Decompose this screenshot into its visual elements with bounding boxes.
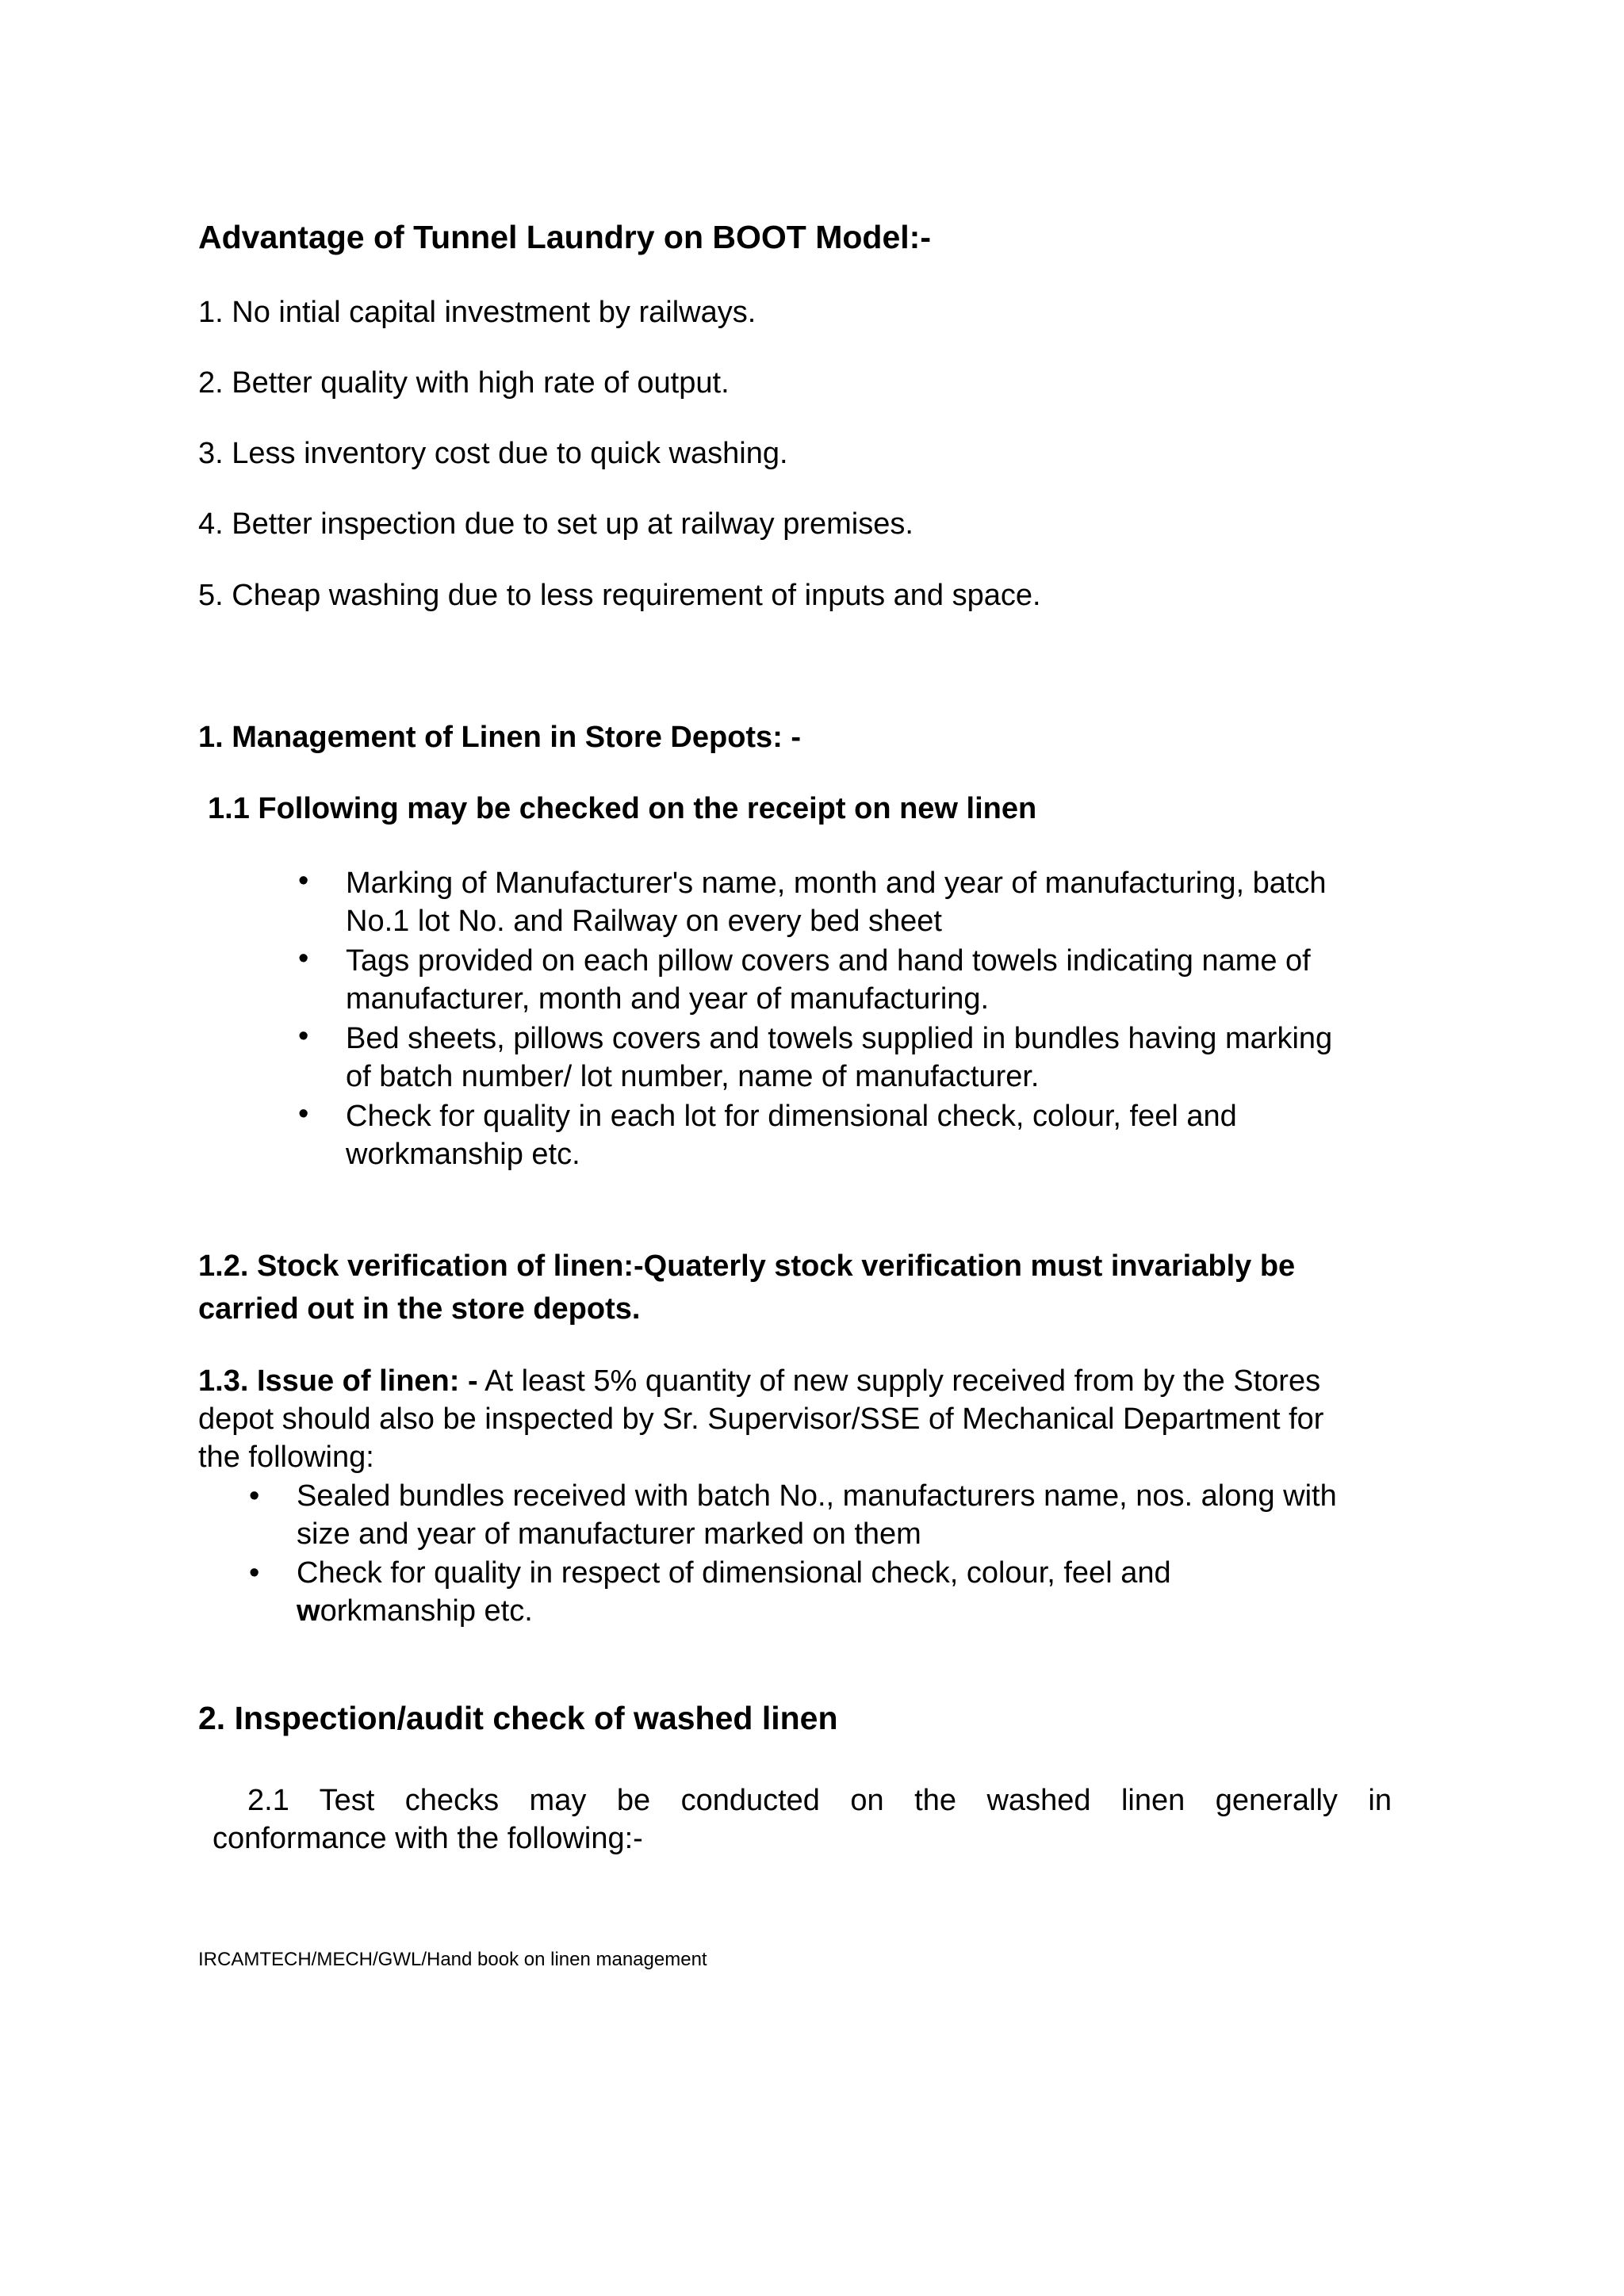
boot-item-2: 2. Better quality with high rate of output. bbox=[198, 366, 730, 400]
section1-3-line-3: the following: bbox=[198, 1441, 374, 1474]
bullet-dot: • bbox=[249, 1479, 260, 1513]
bullet-dot: • bbox=[298, 1020, 309, 1053]
bullet-1-line-1: Marking of Manufacturer's name, month and year of manufacturing, batch bbox=[346, 867, 1327, 900]
boot-item-4: 4. Better inspection due to set up at railway premises. bbox=[198, 507, 914, 541]
bullet-2-line-1: Tags provided on each pillow covers and hand towels indicating name of bbox=[346, 944, 1311, 978]
section1-3-line-2: depot should also be inspected by Sr. Supervisor/SSE of Mechanical Department for bbox=[198, 1402, 1324, 1436]
section2-line-1: 2.1 Test checks may be conducted on the washed linen generally in bbox=[247, 1784, 1392, 1817]
boot-item-5: 5. Cheap washing due to less requirement of inputs and space. bbox=[198, 579, 1041, 612]
bold-letter: w bbox=[297, 1594, 320, 1628]
section1-3-bullet-2-line-2 bbox=[297, 1594, 533, 1628]
section1-title: 1. Management of Linen in Store Depots: - bbox=[198, 721, 802, 754]
section1-1-title: 1.1 Following may be checked on the receipt on new linen bbox=[208, 792, 1037, 825]
boot-item-3: 3. Less inventory cost due to quick washing. bbox=[198, 437, 788, 470]
bullet-4-line-2: workmanship etc. bbox=[346, 1138, 580, 1171]
section1-bullet-1 bbox=[346, 864, 1327, 940]
section2-line-2: conformance with the following:- bbox=[213, 1822, 643, 1855]
section1-3-line-1-text: At least 5% quantity of new supply received from by the Stores bbox=[477, 1364, 1321, 1398]
boot-section-title: Advantage of Tunnel Laundry on BOOT Model:- bbox=[198, 219, 931, 255]
section1-2-line-1: 1.2. Stock verification of linen:-Quaterly stock verification must invariably be bbox=[198, 1249, 1296, 1283]
section1-3-label: 1.3. Issue of linen: - bbox=[198, 1364, 478, 1398]
section1-bullet-4 bbox=[346, 1097, 1237, 1173]
bullet-1-line-2: No.1 lot No. and Railway on every bed sheet bbox=[346, 905, 942, 938]
section1-3-bullet-1-line-1: Sealed bundles received with batch No., manufacturers name, nos. along with bbox=[297, 1479, 1337, 1513]
section1-bullet-3 bbox=[346, 1020, 1332, 1096]
bullet-3-line-1: Bed sheets, pillows covers and towels supplied in bundles having marking bbox=[346, 1022, 1333, 1055]
bullet-dot: • bbox=[249, 1556, 260, 1590]
bullet-2-line-2: manufacturer, month and year of manufacturing. bbox=[346, 982, 990, 1016]
bullet-2-rest: orkmanship etc. bbox=[320, 1594, 533, 1628]
bullet-dot: • bbox=[298, 864, 309, 897]
bullet-dot: • bbox=[298, 1097, 309, 1131]
boot-item-1: 1. No intial capital investment by railways. bbox=[198, 296, 756, 329]
section1-3-bullet-2-line-1: Check for quality in respect of dimensional check, colour, feel and bbox=[297, 1556, 1171, 1590]
bullet-3-line-2: of batch number/ lot number, name of manufacturer. bbox=[346, 1060, 1040, 1093]
section1-3-line-1 bbox=[198, 1364, 1320, 1399]
section2-title: 2. Inspection/audit check of washed linen bbox=[198, 1700, 838, 1736]
bullet-4-line-1: Check for quality in each lot for dimensional check, colour, feel and bbox=[346, 1100, 1237, 1133]
bullet-dot: • bbox=[298, 942, 309, 975]
section1-3-bullet-1-line-2: size and year of manufacturer marked on them bbox=[297, 1517, 921, 1551]
section1-bullet-2 bbox=[346, 942, 1311, 1018]
section1-2-line-2: carried out in the store depots. bbox=[198, 1292, 641, 1326]
page-footer: IRCAMTECH/MECH/GWL/Hand book on linen management bbox=[198, 1949, 707, 1970]
